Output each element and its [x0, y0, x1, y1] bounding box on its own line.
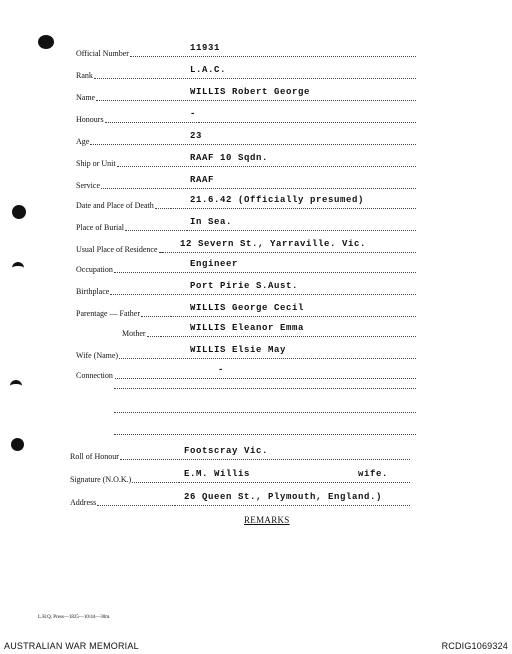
- signature-row: [70, 470, 410, 484]
- field-row: [122, 324, 416, 338]
- field-label: Service: [76, 181, 100, 190]
- field-label: Occupation: [76, 265, 113, 274]
- field-value: -: [218, 365, 225, 375]
- field-label: Birthplace: [76, 287, 110, 296]
- field-value: 12 Severn St., Yarraville. Vic.: [180, 239, 367, 249]
- field-value: WILLIS Robert George: [190, 87, 311, 97]
- field-row: [76, 260, 416, 274]
- signature-value: E.M. Willis: [184, 469, 251, 479]
- field-label: Age: [76, 137, 90, 146]
- field-value: 11931: [190, 43, 221, 53]
- field-label: Honours: [76, 115, 104, 124]
- punch-hole-upper: [12, 205, 26, 219]
- punch-hole-lower: [11, 438, 24, 451]
- connection-line: [114, 388, 416, 389]
- field-label: Usual Place of Residence: [76, 245, 158, 254]
- field-value: In Sea.: [190, 217, 233, 227]
- field-label: Date and Place of Death: [76, 201, 154, 210]
- field-row: [76, 66, 416, 80]
- field-value: L.A.C.: [190, 65, 227, 75]
- field-value: 21.6.42 (Officially presumed): [190, 195, 365, 205]
- field-label: Wife (Name): [76, 351, 119, 360]
- field-value: Port Pirie S.Aust.: [190, 281, 299, 291]
- field-row: [76, 218, 416, 232]
- field-row: [76, 304, 416, 318]
- roll-of-honour-value: Footscray Vic.: [184, 446, 269, 456]
- field-value: WILLIS Eleanor Emma: [190, 323, 305, 333]
- address-value: 26 Queen St., Plymouth, England.): [184, 492, 383, 502]
- binding-mark-1: [12, 262, 24, 274]
- field-value: -: [190, 109, 197, 119]
- field-row: [76, 366, 416, 380]
- connection-line: [114, 412, 416, 413]
- field-row: [76, 346, 416, 360]
- field-row: [76, 176, 416, 190]
- printer-note: L.H.Q. Press—1825—10/44—30m.: [38, 615, 111, 620]
- field-value: 23: [190, 131, 203, 141]
- field-row: [76, 110, 416, 124]
- roll-of-honour-label: Roll of Honour: [70, 452, 119, 461]
- field-label: Mother: [122, 329, 146, 338]
- binding-mark-2: [10, 380, 22, 392]
- field-label: Parentage — Father: [76, 309, 140, 318]
- signature-relation: wife.: [358, 469, 389, 479]
- field-label: Official Number: [76, 49, 129, 58]
- remarks-heading: REMARKS: [244, 515, 290, 525]
- footer-archive-name: AUSTRALIAN WAR MEMORIAL: [4, 641, 139, 651]
- field-label: Ship or Unit: [76, 159, 116, 168]
- field-value: WILLIS George Cecil: [190, 303, 305, 313]
- field-row: [76, 154, 416, 168]
- field-row: [76, 44, 416, 58]
- field-row: [76, 240, 416, 254]
- field-row: [76, 282, 416, 296]
- footer-record-id: RCDIG1069324: [441, 641, 508, 651]
- address-row: [70, 493, 410, 507]
- field-value: Engineer: [190, 259, 239, 269]
- field-label: Name: [76, 93, 96, 102]
- roll-of-honour-row: [70, 447, 410, 461]
- field-value: WILLIS Elsie May: [190, 345, 287, 355]
- punch-hole-top: [38, 35, 54, 49]
- field-value: RAAF 10 Sqdn.: [190, 153, 269, 163]
- field-row: [76, 196, 416, 210]
- field-label: Rank: [76, 71, 93, 80]
- connection-line: [114, 434, 416, 435]
- field-label: Place of Burial: [76, 223, 124, 232]
- field-label: Connection: [76, 371, 113, 380]
- field-value: RAAF: [190, 175, 215, 185]
- address-label: Address: [70, 498, 97, 507]
- field-row: [76, 132, 416, 146]
- field-row: [76, 88, 416, 102]
- signature-label: Signature (N.O.K.): [70, 475, 132, 484]
